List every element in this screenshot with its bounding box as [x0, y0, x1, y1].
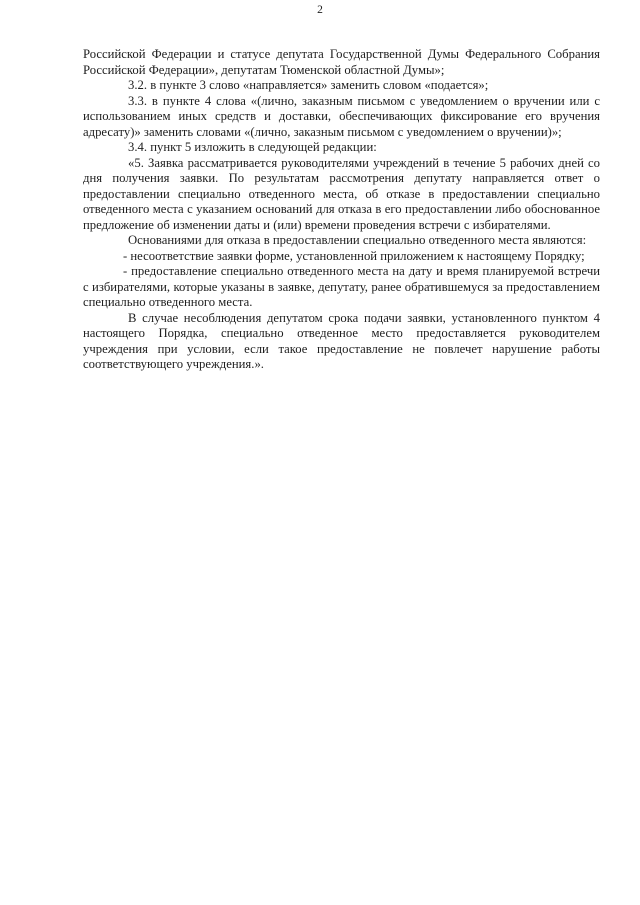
page-number: 2: [317, 4, 323, 16]
list-item-form-mismatch: - несоответствие заявки форме, установленной приложением к настоящему Порядку;: [123, 248, 585, 263]
paragraph-3-3: 3.3. в пункте 4 слова «(лично, заказным письмом с уведомлением о вручении или с использованием иных средств и доставки, обеспечивающих фиксирование его вручения адресату)» заменить словами «(лично, заказным письмом с уведомлением о вручении)»;: [83, 93, 600, 139]
document-body: [83, 47, 600, 373]
paragraph-item-5: «5. Заявка рассматривается руководителями учреждений в течение 5 рабочих дней со дня получения заявки. По результатам рассмотрения депутату направляется ответ о предоставлении специально отведенного места, об отказе в предоставлении специально отведенного места с указанием оснований для отказа в его предоставлении либо обоснованное предложение об изменении даты и (или) времени проведения встречи с избирателями.: [83, 155, 600, 232]
list-item-place-taken: - предоставление специально отведенного места на дату и время планируемой встречи с избирателями, которые указаны в заявке, депутату, ранее обратившемуся за предоставлением специально отведенного места.: [83, 264, 600, 309]
paragraph-3-4: 3.4. пункт 5 изложить в следующей редакции:: [128, 140, 377, 154]
paragraph-continuation: Российской Федерации и статусе депутата Государственной Думы Федерального Собрания Российской Федерации», депутатам Тюменской областной Думы»;: [83, 47, 600, 77]
paragraph-deadline-violation: В случае несоблюдения депутатом срока подачи заявки, установленного пунктом 4 настоящего Порядка, специально отведенное место предоставляется руководителем учреждения при условии, если такое предоставление не повлечет нарушение работы соответствующего учреждения.».: [83, 310, 600, 371]
paragraph-refusal-grounds: Основаниями для отказа в предоставлении специально отведенного места являются:: [128, 233, 587, 247]
paragraph-3-2: 3.2. в пункте 3 слово «направляется» заменить словом «подается»;: [128, 78, 489, 92]
